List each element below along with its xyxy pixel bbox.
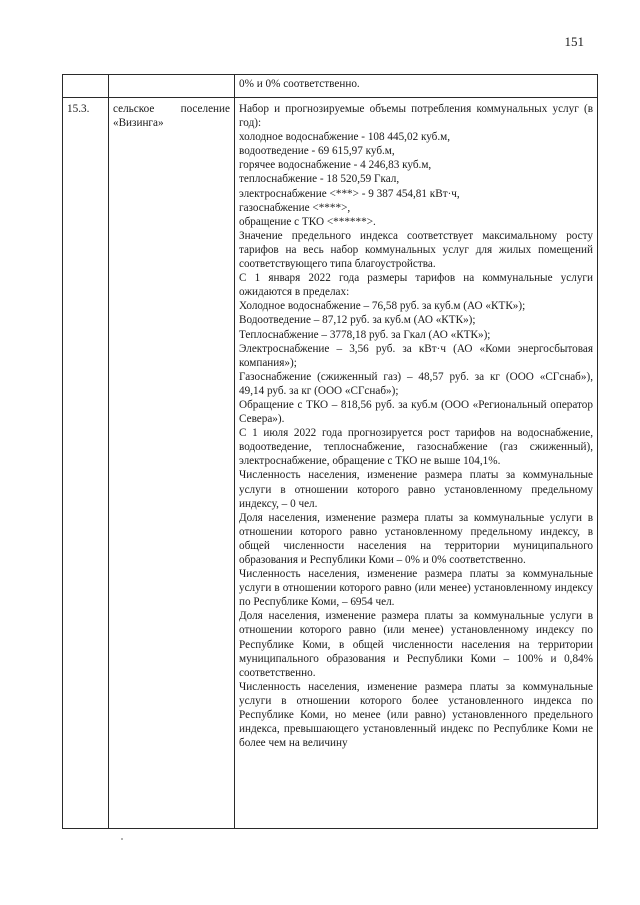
- row-number-cell: 15.3.: [63, 98, 109, 829]
- row-name-cell: [109, 98, 235, 829]
- row-name-cell: [109, 75, 235, 98]
- paragraph: Доля населения, изменение размера платы за коммунальные услуги в отношении которого равно установленному предельному индексу, в общей численности населения на территории муниципального образования и Республики Коми – 0% и 0% соответственно.: [239, 511, 593, 566]
- paragraph: Холодное водоснабжение – 76,58 руб. за куб.м (АО «КТК»);: [239, 300, 526, 313]
- paragraph: Обращение с ТКО – 818,56 руб. за куб.м (ООО «Региональный оператор Севера»).: [239, 398, 593, 426]
- paragraph: Теплоснабжение – 3778,18 руб. за Гкал (АО «КТК»);: [239, 328, 491, 341]
- paragraph: теплоснабжение - 18 520,59 Гкал,: [239, 173, 400, 186]
- paragraph: Доля населения, изменение размера платы за коммунальные услуги в отношении которого равно (или менее) установленному индексу по Республике Коми, в общей численности населения на территории муниципального образования и Республики Коми – 100% и 0,84% соответственно.: [239, 610, 593, 679]
- paragraph: Электроснабжение – 3,56 руб. за кВт·ч (АО «Коми энергосбытовая компания»);: [239, 342, 593, 369]
- paragraph: холодное водоснабжение - 108 445,02 куб.м,: [239, 131, 451, 144]
- paragraph: Численность населения, изменение размера платы за коммунальные услуги в отношении которого более установленного индекса по Республике Коми, но менее (или равно) установленного предельного индекса, превышающего установленный индекс по Республике Коми не более чем на величину: [239, 680, 593, 750]
- paragraph: Численность населения, изменение размера платы за коммунальные услуги в отношении которого равно установленному предельному индексу, – 0 чел.: [239, 469, 593, 510]
- paragraph: электроснабжение <***> - 9 387 454,81 кВт·ч,: [239, 187, 460, 200]
- paragraph: Значение предельного индекса соответствует максимальному росту тарифов на весь набор коммунальных услуг для жилых помещений соответствующего типа благоустройства.: [239, 229, 593, 271]
- settlement-name: «Визинга»: [113, 117, 164, 130]
- paragraph: Набор и прогнозируемые объемы потребления коммунальных услуг (в год):: [239, 103, 593, 130]
- paragraph: водоотведение - 69 615,97 куб.м,: [239, 145, 395, 158]
- row-text-cell: [235, 75, 598, 98]
- tariff-table: [62, 74, 598, 829]
- scan-speck: [121, 838, 123, 840]
- table-row: [63, 75, 598, 98]
- row-text-cell: [235, 98, 598, 829]
- paragraph: газоснабжение <****>,: [239, 201, 351, 214]
- paragraph: обращение с ТКО <******>.: [239, 215, 376, 228]
- paragraph: Численность населения, изменение размера платы за коммунальные услуги в отношении которого равно (или менее) установленному индексу по Республике Коми, – 6954 чел.: [239, 568, 593, 609]
- row-number-cell: [63, 75, 109, 98]
- paragraph: С 1 января 2022 года размеры тарифов на коммунальные услуги ожидаются в пределах:: [239, 272, 593, 299]
- paragraph: горячее водоснабжение - 4 246,83 куб.м,: [239, 159, 432, 172]
- paragraph: Водоотведение – 87,12 руб. за куб.м (АО «КТК»);: [239, 314, 476, 327]
- table-row: [63, 98, 598, 829]
- page-number: 151: [564, 34, 584, 49]
- paragraph: С 1 июля 2022 года прогнозируется рост тарифов на водоснабжение, водоотведение, теплоснабжение, газоснабжение (газ сжиженный), электроснабжение, обращение с ТКО не выше 104,1%.: [239, 427, 593, 468]
- paragraph: 0% и 0% соответственно.: [239, 78, 360, 90]
- paragraph: Газоснабжение (сжиженный газ) – 48,57 руб. за кг (ООО «СГснаб»), 49,14 руб. за кг (ООО «СГснаб»);: [239, 370, 593, 397]
- settlement-type: сельское поселение: [113, 103, 230, 115]
